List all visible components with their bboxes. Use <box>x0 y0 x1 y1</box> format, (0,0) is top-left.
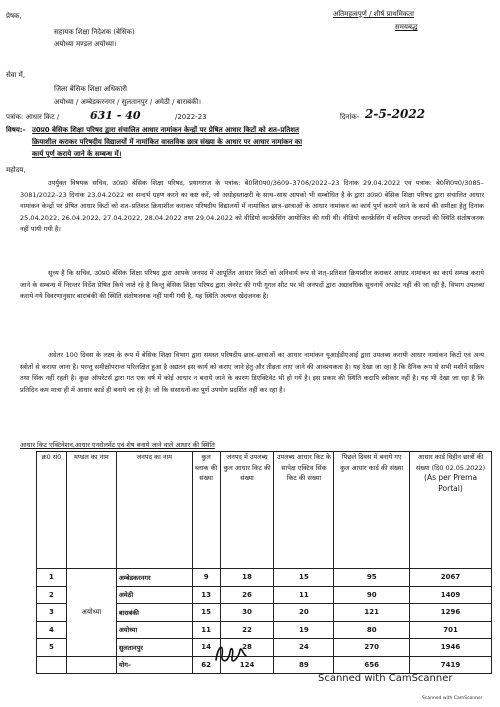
recipient-districts: अयोध्या / अम्बेडकरनगर / सुलतानपुर / अमेठी / बाराबंकी। <box>54 98 201 106</box>
subject-line-2: क्रियाशील कराकर परिषदीय विद्यालयों में नामांकित वास्तविक छात्र संख्या के आधार पर आधार नामांकन का <box>32 138 303 146</box>
cell-kits: 30 <box>220 604 274 622</box>
camscanner-watermark-small: Scanned with CamScanner <box>422 696 483 701</box>
signature-scribble <box>210 638 250 668</box>
header-district: जनपद का नाम <box>116 452 192 569</box>
header-total-blocks: कुल ब्लाक की संख्या <box>192 452 220 569</box>
cell-blocks: 11 <box>192 621 220 639</box>
patrank-prefix: पत्रांक: आधार किट / <box>6 113 60 121</box>
cell-without: 701 <box>410 621 492 639</box>
cell-active: 19 <box>274 621 334 639</box>
cell-kits: 26 <box>220 586 274 604</box>
cell-active: 15 <box>274 569 334 587</box>
cell-blocks: 13 <box>192 586 220 604</box>
header-students-without-aadhaar <box>410 452 492 569</box>
cell-mandal: अयोध्या <box>66 569 116 657</box>
table-header-row <box>37 452 492 569</box>
paragraph-target: अग्रेतर 100 दिवस के लक्ष्य के रूप में बेसिक शिक्षा विभाग द्वारा समस्त परिषदीय छात्र–छात्राओं का आधार नामांकन यूआईडीएआई द्वारा उपलब्ध करायी आधार नामांकन किटों एवं अन्य स्त्रोतों से कराया जाना है। परन्तु समीक्षोपरान्त परिलक्षित हुआ है अद्यतन इस कार्य को कराए जाने हेतु और तीव्रता लाए जाने की आवश्यकता है। यह देखा जा रहा है कि दैनिक रूप से सभी मशीनें सक्रिय तथा सिंक नहीं रहती है। कुछ ऑपरेटर्स द्वारा गत एक वर्ष में कोई आधार न बनाये जाने के कारण डिएक्टिवेट भी हो गयें है। इस प्रकार की स्थिति कदापि स्वीकार नहीं है। यह भी देखा जा रहा है कि प्रतिदिन कम मात्रा ही में आधार कार्ड ही बनाये जा रहे है। जो कि संसाधनों का पूर्ण उपयोग प्रदर्शित नहीं कर रहा है। <box>20 351 485 394</box>
cell-blocks: 9 <box>192 569 220 587</box>
signature <box>210 638 250 672</box>
cell-kits: 22 <box>220 621 274 639</box>
subject-line-1: उ0प्र0 बेसिक शिक्षा परिषद द्वारा संचालित आधार नामांकन केन्द्रों पर प्रेषित आधार किटों को शत–प्रतिशत <box>32 126 299 134</box>
table-row <box>37 569 492 587</box>
header-active-kits: उपलब्ध आधार किट के सापेक्ष एक्टिव सिंक किट की संख्या <box>274 452 334 569</box>
cell-total-without: 7419 <box>410 656 492 674</box>
header-available-kits: जनपद में उपलब्ध कुल आधार किट की संख्या <box>220 452 274 569</box>
paragraph-reference: उपर्युक्त विषयक सचिव, उ0प्र0 बेसिक शिक्षा परिषद, प्रयागराज के पत्रांक: बे0शि0प0/3609–3706/2022–23 दिनांक 29.04.2022 एवं पत्रांक: बे0शि0प0/3085–3081/2022–23 दिनांक 23.04.2022 का सन्दर्भ ग्रहण करने का कष्ट करें, जो अधोहस्ताक्षरी के साथ–साथ आपको भी सम्बोधित है के द्वारा उ0प्र0 बेसिक शिक्षा परिषद द्वारा संचालित आधार नामांकन केन्द्रों पर प्रेषित आधार किटों को शत–प्रतिशत क्रियाशील कराकर परिषदीय विद्यालयों में नामांकित छात्र–छात्राओं के आधार नामांकन का कार्य पूर्ण कराये जाने के कार्य की समीक्षा हेतु दिनांक 25.04.2022, 26.04.2022, 27.04.2022, 28.04.2022 तथा 29.04.2022 को वीडियो कान्फ्रेंसिंग आयोजित की गयी थी। वीडियो कान्फ्रेंसिंग में कतिपय जनपदों की स्थिति संतोषजनक नहीं पायी गयी है। <box>20 179 484 233</box>
cell-kits: 18 <box>220 569 274 587</box>
cell-total-label: योग– <box>116 656 192 674</box>
cell-made: 95 <box>334 569 410 587</box>
handwritten-date: 2-5-2022 <box>365 107 426 121</box>
cell-total-kits: 124 <box>220 656 274 674</box>
salutation: महोदय, <box>6 166 26 174</box>
sender-prefix-label: प्रेषक, <box>6 12 22 20</box>
cell-total-made: 656 <box>334 656 410 674</box>
cell-made: 80 <box>334 621 410 639</box>
cell-district: बाराबंकी <box>116 604 192 622</box>
cell-serial: 1 <box>37 569 67 587</box>
priority-label: अतिमहत्वपूर्ण / शीर्ष प्राथमिकता <box>333 10 414 18</box>
cell-active: 20 <box>274 604 334 622</box>
cell-serial: 4 <box>37 621 67 639</box>
header-mandal: मण्डल का नाम <box>66 452 116 569</box>
camscanner-watermark: Scanned with CamScanner <box>318 673 453 684</box>
cell-total-active: 89 <box>274 656 334 674</box>
cell-blocks: 15 <box>192 604 220 622</box>
recipient-title: जिला बेसिक शिक्षा अधिकारी <box>54 85 127 93</box>
cell-active: 11 <box>274 586 334 604</box>
cell-district: अम्बेडकरनगर <box>116 569 192 587</box>
cell-district: अमेठी <box>116 586 192 604</box>
cell-made: 121 <box>334 604 410 622</box>
cell-made: 270 <box>334 639 410 657</box>
timebound-label: समयबद्ध <box>395 23 418 31</box>
header-serial: क्र0 सं0 <box>37 452 67 569</box>
subject-line-3: कार्य पूर्ण कराये जाने के सम्बन्ध में। <box>32 150 122 158</box>
header-without-aadhaar-label: आधार कार्ड विहीन छात्रों की संख्या (दि0 02.05.2022) <box>415 453 486 472</box>
cell-blocks: 14 <box>192 639 220 657</box>
cell-serial: 2 <box>37 586 67 604</box>
handwritten-letter-number: 631 - 40 <box>90 109 141 122</box>
table-total-row <box>37 656 492 674</box>
cell-without: 1409 <box>410 586 492 604</box>
cell-total-blocks: 62 <box>192 656 220 674</box>
cell-active: 24 <box>274 639 334 657</box>
paragraph-instructions: सूच्य है कि सचिव, उ0प्र0 बेसिक शिक्षा परिषद द्वारा आपके जनपद में आपूर्तित आधार किटों को अनिवार्य रूप से शत्–प्रतिशत क्रियाशील कराकर आधार नामांकन का कार्य सम्पन्न कराये जाने के सम्बन्ध में निरन्तर निर्देश प्रेषित किये जाते रहे है किन्तु बेसिक शिक्षा परिषद द्वारा जेनरेट की गयी गूगल सीट पर भी जनपदों द्वारा अद्यावधिक सूचनायें अपडेट नहीं की जा रही है, विभाग उपलब्ध कराये गये विवरणानुसार बाराबंकी की स्थिति संतोषजनक नहीं पायी गयी है, यह स्थिति अत्यन्त खेदजनक है। <box>20 269 484 300</box>
cell-made: 90 <box>334 586 410 604</box>
cell-serial: 3 <box>37 604 67 622</box>
header-prema-portal-note: (As per Prema Portal) <box>424 473 478 493</box>
date-label: दिनांक- <box>340 113 360 121</box>
patrank-suffix: /2022-23 <box>175 113 207 121</box>
cell-district: अयोध्या <box>116 621 192 639</box>
seva-label: सेवा में, <box>6 71 26 79</box>
subject-label: विषय:- <box>6 126 26 134</box>
cell-kits: 28 <box>220 639 274 657</box>
header-aadhaar-made: पिछले दिवस में बनाये गए कुल आधार कार्ड की संख्या <box>334 452 410 569</box>
cell-serial: 5 <box>37 639 67 657</box>
cell-without: 1296 <box>410 604 492 622</box>
cell-without: 2067 <box>410 569 492 587</box>
cell-without: 1946 <box>410 639 492 657</box>
sender-title: सहायक शिक्षा निदेशक (बेसिक) <box>54 28 135 36</box>
sender-place: अयोध्या मण्डल अयोध्या। <box>54 40 117 48</box>
cell-district: सुलतानपुर <box>116 639 192 657</box>
table-caption: आधार किट एक्टिवेशन,आधार एनरोलमेंट एवं शेष बनाये जाने वाले आधार की स्थिति <box>20 441 215 449</box>
aadhaar-status-table <box>36 451 492 674</box>
